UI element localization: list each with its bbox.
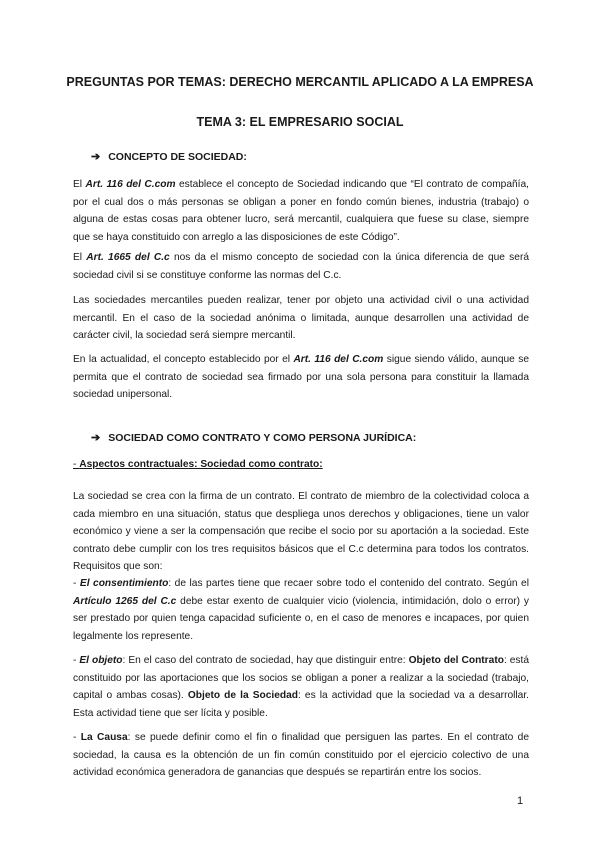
paragraph-consentimiento: - El consentimiento: de las partes tiene que recaer sobre todo el contenido del contrato. Según el Artículo 1265 del C.c debe estar exento de cualquier vicio (violencia, intimidación, dolo o error) y ser prestado por quien tenga capacidad suficiente o, en el caso de menores e incapaces, por quien legalmente los represente. [73,578,530,642]
term-objeto-contrato: Objeto del Contrato [408,655,504,666]
term-objeto: El objeto [79,655,123,666]
article-reference: Artículo 1265 del C.c [73,595,177,607]
article-reference: Art. 116 del C.com [293,354,384,365]
document-subtitle: TEMA 3: EL EMPRESARIO SOCIAL [196,115,404,129]
section-heading-label: CONCEPTO DE SOCIEDAD: [108,150,247,163]
term-objeto-sociedad: Objeto de la Sociedad [187,690,299,701]
paragraph-causa: - La Causa: se puede definir como el fin o finalidad que persiguen las partes. En el contrato de sociedad, la causa es la obtención de un fin común constituido por el ejercicio colectivo de una actividad económica generadora de ganancias que después se repartirán entre los socios. [73,732,530,778]
document-title: PREGUNTAS POR TEMAS: DERECHO MERCANTIL APLICADO A LA EMPRESA [66,75,534,89]
article-reference: Art. 116 del C.com [85,179,176,190]
paragraph-firma-contrato: La sociedad se crea con la firma de un contrato. El contrato de miembro de la colectividad coloca a cada miembro en una situación, status que despliega unos derechos y obligaciones, tiene un valor económico y viene a ser la compensación que recibe el socio por su aportación a la sociedad. Este contrato debe cumplir con los tres requisitos básicos que el C.c determina para todos los contratos. Requisitos que son: [73,491,529,572]
paragraph-actualidad: En la actualidad, el concepto establecido por el Art. 116 del C.com sigue siendo válido, aunque se permita que el contrato de sociedad sea firmado por una sola persona para constituir la llamada sociedad unipersonal. [73,354,529,400]
section-heading-label: SOCIEDAD COMO CONTRATO Y COMO PERSONA JURÍDICA: [108,431,417,444]
term-consentimiento: El consentimiento [79,578,169,589]
term-causa: La Causa [80,732,128,743]
paragraph-objeto: - El objeto: En el caso del contrato de sociedad, hay que distinguir entre: Objeto del Contrato: está constituido por las aportaciones que los socios se obligan a poner a realizar a la sociedad (trabajo, capital o ambas cosas). Objeto de la Sociedad: es la actividad que la sociedad va a desarrollar. Esta actividad tiene que ser lícita y posible. [73,655,529,719]
section-heading-concepto [91,150,247,163]
subheading-aspectos-contractuales: - Aspectos contractuales: Sociedad como contrato: [73,459,323,470]
arrow-right-icon: ➔ [91,151,101,163]
arrow-right-icon: ➔ [91,432,101,444]
article-reference: Art. 1665 del C.c [86,252,170,263]
page-number: 1 [517,795,524,807]
paragraph-art-1665: El Art. 1665 del C.c nos da el mismo concepto de sociedad con la única diferencia de que será sociedad civil si se constituye conforme las normas del C.c. [73,252,529,281]
paragraph-sociedades-mercantiles: Las sociedades mercantiles pueden realizar, tener por objeto una actividad civil o una actividad mercantil. En el caso de la sociedad anónima o limitada, aunque desarrollen una actividad de carácter civil, la sociedad será siempre mercantil. [73,295,529,341]
section-heading-contrato [91,431,416,444]
paragraph-art-116: El Art. 116 del C.com establece el concepto de Sociedad indicando que “El contrato de compañía, por el cual dos o más personas se obligan a poner en fondo común bienes, industria (trabajo) o alguna de estas cosas para obtener lucro, será mercantil, cualquiera que fuese su clase, siempre que se haya constituido con arreglo a las disposiciones de este Código”. [73,179,530,243]
